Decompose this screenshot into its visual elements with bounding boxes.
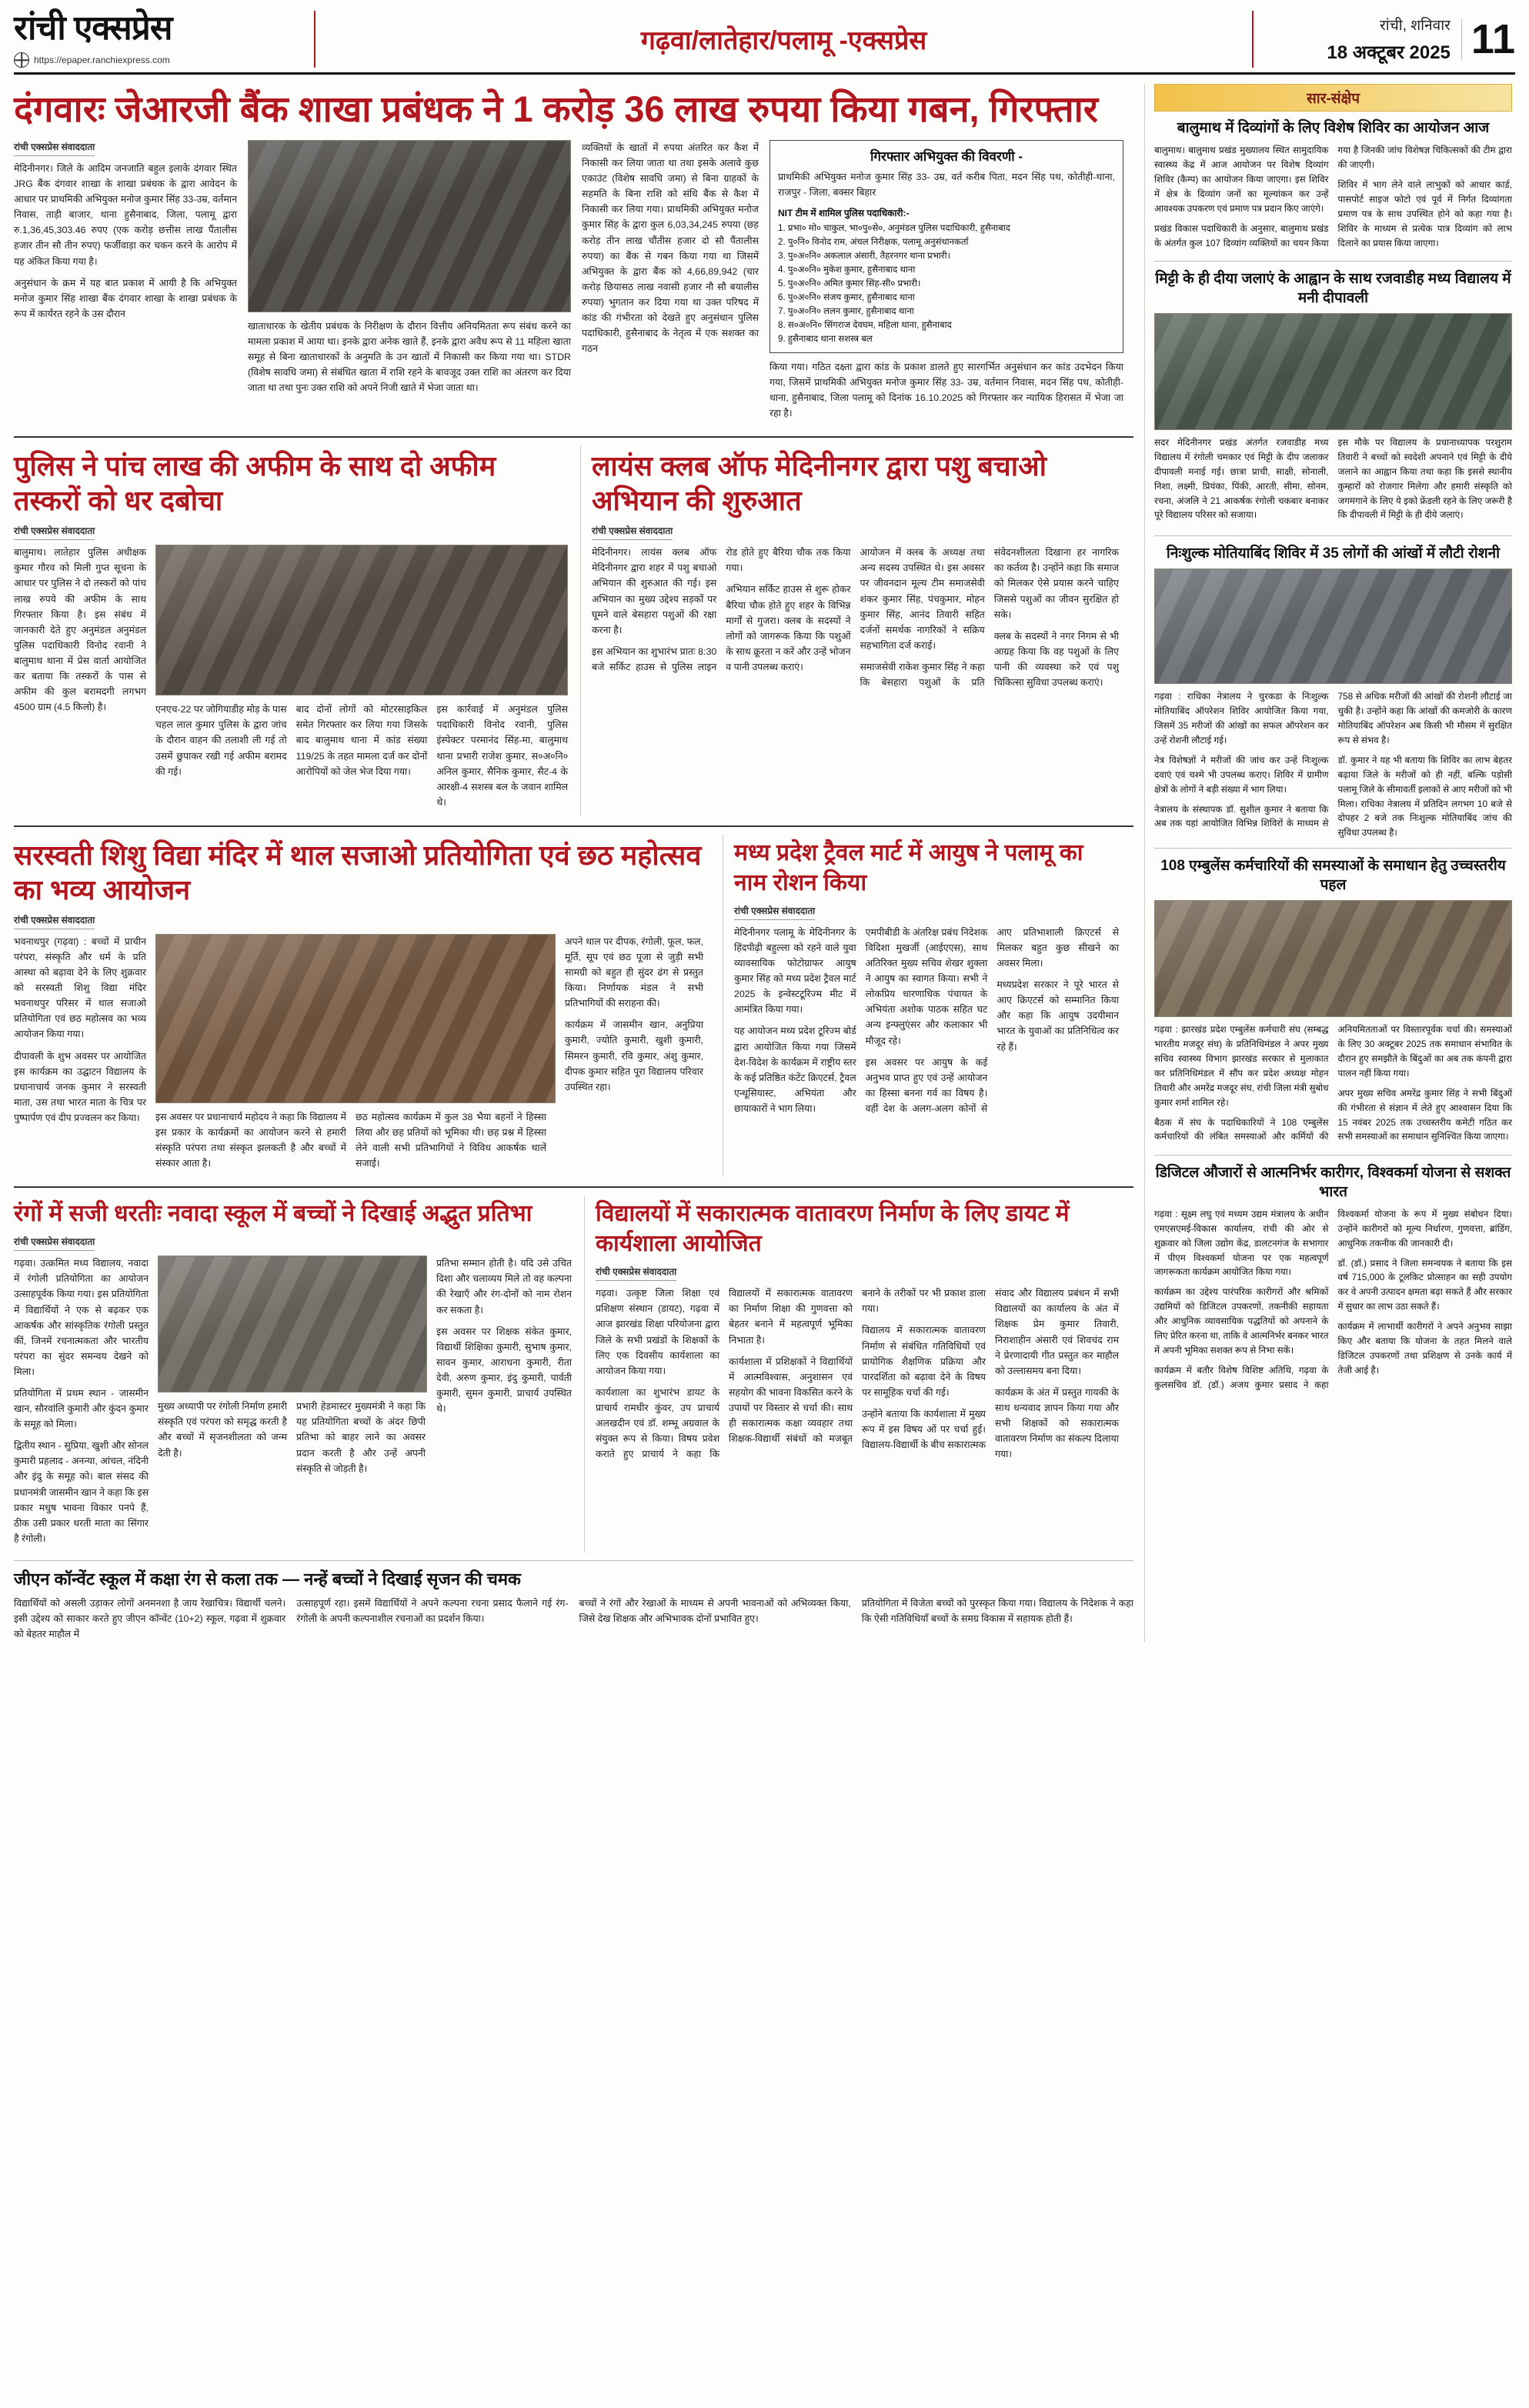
lead-para-0: मेदिनीनगर। जिले के आदिम जनजाति बहुल इलाके दंगवार स्थित JRG बैंक दंगवार शाखा के शाखा प्रबंधक के द्वारा आवेदन के आधार पर प्राथमिकी अभियुक्त मनोज कुमार सिंह 33-उम्र, वर्तमान निवास, ताड़ी बाजार, थाना हुसैनाबाद, जिला, पलामू द्वारा रु.1,36,45,303.46 रुपए (एक करोड़ छत्तीस लाख पैंतालीस हजार तीन सौ तीन रुपए) फर्जीवाड़ा कर चकन करने के आरोप में यह अंकित किया गया है। [14, 162, 237, 267]
sidebar-item-4-para-1: कार्यक्रम का उद्देश्य पारंपरिक कारीगरों और श्रमिकों उद्यमियों को डिजिटल उपकरणों, तकनीकी सहायता और आधुनिक व्यावसायिक पद्धतियों को अपनाने के लिए प्रेरित करना था, ताकि वे आत्मनिर्भर बनकर भारत में अपनी भूमिका सशक्त रूप से निभा सकें। [1154, 1286, 1329, 1356]
lead-headline: दंगवारः जेआरजी बैंक शाखा प्रबंधक ने 1 करोड़ 36 लाख रुपया किया गबन, गिरफ्तार [14, 88, 1099, 130]
jgm-para-1: उत्साहपूर्ण रहा। इसमें विद्यार्थियों ने अपने कल्पना रचना प्रसाद फैलाने गई रंग-रंगोली के अपनी कल्पनाशील रचनाओं का प्रदर्शन किया। [296, 1597, 569, 1624]
sidebar-item-3-heading: 108 एम्बुलेंस कर्मचारियों की समस्याओं के समाधान हेतु उच्चस्तरीय पहल [1160, 858, 1506, 894]
nawada-para-0: गढ़वा। उत्क्रमित मध्य विद्यालय, नवादा में रंगोली प्रतियोगिता का आयोजन उत्साहपूर्वक किया गया। इस प्रतियोगिता में विद्यार्थियों ने एक से बढ़कर एक आकर्षक और सांस्कृतिक रंगोली प्रस्तुत कीं, जिनमें रचनात्मकता और भारतीय परंपरा का सुंदर समन्वय देखने को मिला। [14, 1258, 149, 1377]
row-saraswati-travelmart [14, 835, 1133, 1177]
jgm-para-0: विद्यार्थियों को असली उड़ाकर लोगों अनमनशा है जाय रेखाचित्र। विद्यार्थी चलने। इसी उद्देश्य को साकार करते हुए जीएन कॉन्वेंट (10+2) स्कूल, गढ़वा में शुक्रवार को बेहतर माहौल में [14, 1597, 286, 1639]
sidebar-item-0-para-1: प्रखंड विकास पदाधिकारी के अनुसार, बालुमाथ प्रखंड के अंतर्गत कुल 107 दिव्यांग व्यक्तियों का चयन किया गया है जिनकी जांच विशेषज्ञ चिकित्सकों की टीम द्वारा की जाएगी। [1154, 145, 1512, 248]
sidebar-item-0-heading: बालुमाथ में दिव्यांगों के लिए विशेष शिविर का आयोजन आज [1177, 120, 1490, 137]
diet-para-3: विद्यालय में सकारात्मक वातावरण निर्माण से संबंधित गतिविधियों एवं प्रायोगिक शैक्षणिक प्रक्रिया और पारदर्शिता को बढ़ावा देने के विषय पर सामूहिक चर्चा की गई। [862, 1325, 986, 1398]
sidebar-item-3 [1154, 856, 1512, 1147]
sidebar-item-2-para-2: नेत्रालय के संस्थापक डॉ. सुशील कुमार ने बताया कि अब तक यहां आयोजित विभिन्न शिविरों के माध्यम से 758 से अधिक मरीजों की आंखों की रोशनी लौटाई जा चुकी है। उन्होंने कहा कि आंखों की कमजोरी के कारण मोतियाबिंद ऑपरेशन अब किसी भी मौसम में सुरक्षित रूप से संभव है। [1154, 691, 1512, 829]
sidebar-item-2-para-1: नेत्र विशेषज्ञों ने मरीजों की जांच कर उन्हें निःशुल्क दवाएं एवं चश्मे भी उपलब्ध कराए। शिविर में ग्रामीण क्षेत्रों के लोगों ने बड़ी संख्या में भाग लिया। [1154, 754, 1329, 795]
opium-headline: पुलिस ने पांच लाख की अफीम के साथ दो अफीम तस्करों को धर दबोचा [14, 450, 496, 517]
arrest-team-list [778, 222, 1115, 346]
dateline-place: रांची, शनिवार [1380, 17, 1451, 34]
arrest-team-item: 1. प्रभा० मो० चाकुल, भा०पु०से०, अनुमंडल पुलिस पदाधिकारी, हुसैनाबाद [778, 223, 1010, 234]
arrest-box-intro: प्राथमिकी अभियुक्त मनोज कुमार सिंह 33- उम्र, वर्त करीब पिता, मदन सिंह पथ, कोतीही-थाना, राजपुर - जिला, बक्सर बिहार [778, 171, 1115, 198]
main-column [14, 84, 1133, 1642]
sidebar-item-1-photo [1154, 313, 1512, 430]
sidebar-item-2-photo [1154, 569, 1512, 684]
opium-byline: रांची एक्सप्रेस संवाददाता [14, 524, 95, 540]
travelmart-para-2: एमपीबीडी के अंतरिक्ष प्रबंध निदेशक विदिशा मुखर्जी (आईएएस), साथ अतिरिक्त मुख्य सचिव शेखर शुक्ला ने आयुष का स्वागत किया। सभी ने लोकप्रिय धारणाधिक पंचायत के अभियंता अशोक पाठक सहित घट अन्य इन्फ्लुएंसर और कलाकार भी मौजूद रहे। [865, 926, 988, 1046]
diet-byline: रांची एक्सप्रेस संवाददाता [596, 1265, 676, 1281]
dateline-date: 18 अक्टूबर 2025 [1327, 42, 1451, 63]
page-body [14, 84, 1515, 1642]
travelmart-headline: मध्य प्रदेश ट्रैवल मार्ट में आयुष ने पलामू का नाम रोशन किया [734, 839, 1083, 895]
sidebar-item-3-para-2: अपर मुख्य सचिव अमरेंद्र कुमार सिंह ने सभी बिंदुओं की गंभीरता से संज्ञान में लेते हुए आश्वासन दिया कि 15 नवंबर 2025 तक उच्चस्तरीय कमेटी गठित कर सभी समस्याओं का समाधान सुनिश्चित किया जाएगा। [1337, 1087, 1512, 1142]
opium-para-0: बालुमाथ। लातेहार पुलिस अधीक्षक कुमार गौरव को मिली गुप्त सूचना के आधार पर पुलिस ने दो तस्करों को पांच लाख रुपये की अफीम के साथ गिरफ्तार किया है। इस संबंध में जानकारी देते हुए अनुमंडल अनुमंडल पुलिस पदाधिकारी विनोद रवानी ने बालुमाथ थाना में प्रेस वार्ता आयोजित कर बताया कि तस्करों के पास से अफीम की कुल बरामदगी लगभग 4500 ग्राम (4.5 किलो) है। [14, 547, 146, 713]
diet-para-1: कार्यशाला का शुभारंभ डायट के प्राचार्य रामधीर कुंवर, उप प्राचार्य अलखदीन एवं डॉ. शम्भू अग्रवाल के संयुक्त रूप से किया। विषय प्रवेश कराते हुए प्राचार्य ने कहा कि विद्यालयों में सकारात्मक वातावरण का निर्माण शिक्षा की गुणवत्ता को बेहतर बनाने में महत्वपूर्ण भूमिका निभाता है। [596, 1288, 853, 1460]
arrest-box-title: गिरफ्तार अभियुक्त की विवरणी - [870, 148, 1023, 164]
jgm-para-2: बच्चों ने रंगों और रेखाओं के माध्यम से अपनी भावनाओं को अभिव्यक्त किया, जिसे देख शिक्षक और अभिभावक दोनों प्रभावित हुए। [579, 1597, 851, 1624]
publication-logo: रांची एक्सप्रेस [14, 9, 172, 47]
sidebar-summary [1144, 84, 1512, 1642]
saraswati-para-4: अपने थाल पर दीपक, रंगोली, फूल, फल, मूर्ति, सूप एवं छठ पूजा से जुड़ी सभी सामग्री को बहुत ही सुंदर ढंग से प्रस्तुत किया। निर्णायक मंडल ने सभी प्रतिभागियों की सराहना की। [565, 936, 703, 1009]
page-number: 11 [1461, 18, 1515, 60]
arrest-team-item: 3. पु०अ०नि० अकलाल अंसारी, तैहरनगर थाना प्रभारी। [778, 251, 951, 262]
row-nawada-diet [14, 1196, 1133, 1553]
sidebar-item-1-para-1: इस मौके पर विद्यालय के प्रधानाध्यापक परशुराम तिवारी ने बच्चों को स्वदेशी अपनाने एवं मिट्टी के दीये जलाने का आह्वान किया तथा कहा कि इससे स्थानीय कुम्हारों को रोजगार मिलेगा और हमारी संस्कृति को जगमगाने के लिए ये इको फ्रेंडली रहने के लिए जरूरी है कि दीपावली में मिट्टी के ही दीये जलाएं। [1337, 437, 1512, 521]
sidebar-item-2-para-3: डॉ. कुमार ने यह भी बताया कि शिविर का लाभ बेहतर बढ़ाया जिले के मरीजों को ही नहीं, बल्कि पड़ोसी पलामू जिले के सीमावर्ती इलाकों से आए मरीजों को भी मिला। राधिका नेत्रालय में प्रतिदिन लगभग 10 बजे से दोपहर 2 बजे तक निःशुल्क मोतियाबिंद जांच की सुविधा उपलब्ध है। [1337, 754, 1512, 839]
sidebar-banner: सार-संक्षेप [1154, 84, 1512, 112]
travelmart-para-0: मेदिनीनगर पलामू के मेदिनीनगर के हिंदपीढ़ी बहुल्ला को रहने वाले युवा व्यावसायिक फोटोग्राफर आयुष कुमार सिंह को मध्य प्रदेश ट्रैवल मार्ट 2025 के इन्वेस्टटूरिज्म मीट में आमंत्रित किया गया। [734, 926, 856, 1016]
lions-headline: लायंस क्लब ऑफ मेदिनीनगर द्वारा पशु बचाओ अभियान की शुरुआत [592, 450, 1047, 517]
masthead-right [1261, 11, 1515, 68]
nawada-byline: रांची एक्सप्रेस संवाददाता [14, 1235, 95, 1251]
row-opium-lions [14, 445, 1133, 816]
arrest-team-item: 7. पु०अ०नि० ललन कुमार, हुसैनाबाद थाना [778, 305, 914, 316]
lions-para-4: समाजसेवी राकेश कुमार सिंह ने कहा कि बेसहारा पशुओं के प्रति संवेदनशीलता दिखाना हर नागरिक का कर्तव्य है। उन्होंने कहा कि समाज को मिलकर ऐसे प्रयास करने चाहिए जिससे पशुओं का जीवन सुरक्षित हो सके। [860, 547, 1119, 688]
sidebar-item-1-para-0: सदर मेदिनीनगर प्रखंड अंतर्गत रजवाडीह मध्य विद्यालय में रंगोली चमकार एवं मिट्टी के दीप जलाकर दीपावली मनाई गई। छात्रा प्राची, साक्षी, सोनाली, निशा, लक्ष्मी, प्रियंका, पिंकी, आरती, सीमा, सोनम, रचना, अंजलि ने 21 आकर्षक रंगोली चकबार बनाकर पूरे विद्यालय परिसर को सजाया। [1154, 437, 1329, 521]
opium-photo [155, 545, 568, 695]
saraswati-para-1: दीपावली के शुभ अवसर पर आयोजित इस कार्यक्रम का उद्घाटन विद्यालय के प्रधानाचार्य जनक कुमार ने सरस्वती माता, उस तथा भारत माता के चित्र पर पुष्पार्पण एवं दीप प्रज्वलन कर किया। [14, 1050, 146, 1123]
nawada-para-6: इस अवसर पर शिक्षक संकेत कुमार, विद्यार्थी शिक्षिका कुमारी, सुभाष कुमार, सावन कुमार, आराधना कुमारी, रीता देवी, अरुण कुमार, इंदु कुमारी, पार्वती कुमारी, सुमन कुमारी, प्राचार्य उपस्थित थे। [436, 1326, 572, 1415]
lead-photo [248, 140, 571, 312]
nawada-headline: रंगों में सजी धरतीः नवादा स्कूल में बच्चों ने दिखाई अद्भुत प्रतिभा [14, 1201, 532, 1227]
sidebar-item-4 [1154, 1163, 1512, 1392]
lions-byline: रांची एक्सप्रेस संवाददाता [592, 524, 673, 540]
epaper-url-row [14, 52, 306, 68]
article-saraswati [14, 835, 710, 1177]
sidebar-item-1-heading: मिट्टी के ही दीया जलाएं के आह्वान के साथ रजवाडीह मध्य विद्यालय में मनी दीपावली [1155, 270, 1511, 306]
opium-para-2: बाद दोनों लोगों को मोटरसाइकिल समेत गिरफ्तार कर लिया गया जिसके बाद बालुमाथ थाना में कांड संख्या 119/25 के तहत मामला दर्ज कर दोनों आरोपियों को जेल भेज दिया गया। [295, 704, 428, 777]
travelmart-para-4: मध्यप्रदेश सरकार ने पूरे भारत से आए क्रिएटर्स को सम्मानित किया और कहा कि आयुष उदयीमान भारत के युवाओं का प्रतिनिधित्व कर रहे हैं। [997, 979, 1119, 1052]
saraswati-para-2: इस अवसर पर प्रधानाचार्य महोदय ने कहा कि विद्यालय में इस प्रकार के कार्यक्रमों का आयोजन करने से हमारी संस्कृति परंपरा तथा संस्कृत झलकती है और बच्चों में संस्कार आता है। [155, 1111, 346, 1169]
lead-para-3: व्यक्तियों के खातों में रुपया अंतरित कर कैश में निकासी कर लिया जाता था तथा इसके अलावे कुछ एकाउंट (विशेष सावधि जमा) से बिना ग्राहकों के सहमति के बिना राशि को संधि बैंक से कैश में निकासी कर लिया गया। प्राथमिकी अभियुक्त मनोज कुमार सिंह के द्वारा कुल 6,03,34,245 रुपया (छह करोड़ तीन लाख चौंतीस हजार दो सौ पैंतालीस रुपया) का बैंक से गबन किया गया था जिसमें अभियुक्त के द्वारा बैंक को 4,66,89,942 (चार करोड़ छियासठ लाख नवासी हजार नौ सौ बयालीस रुपया) भुगतान कर दिया गया था उक्त परिषद में कांड की गंभीरता को देखते हुए अनुसंधान पुलिस पदाधिकारी, हुसैनाबाद के नेतृत्व में एक सशक्त का गठन [582, 142, 759, 355]
article-lead [14, 87, 1133, 427]
lions-para-1: इस अभियान का शुभारंभ प्रातः 8:30 बजे सर्किट हाउस से पुलिस लाइन रोड होते हुए बैरिया चौक तक किया गया। [592, 547, 851, 672]
sidebar-item-4-para-3: डॉ. (डॉ.) प्रसाद ने जिला समन्वयक ने बताया कि इस वर्ष 715,000 के टूलकिट प्रोत्साहन का सही उपयोग कर वे अपनी उत्पादन क्षमता बढ़ा सकते हैं और सरकार में सुधार का लाभ उठा सकते हैं। [1337, 1257, 1512, 1312]
nawada-para-1: प्रतियोगिता में प्रथम स्थान - जासमीन खान, सौरवांलि कुमारी और कुंदन कुमार के समूह को मिला। [14, 1388, 149, 1430]
article-jgm [14, 1569, 1133, 1642]
article-lions [580, 445, 1119, 816]
nawada-para-5: प्रतिभा सम्मान होती है। यदि उसे उचित दिशा और चलाव्यय मिले तो वह कल्पना की रेखाएँ और रंग-दोनों को नाम रोशन कर सकता है। [436, 1258, 572, 1316]
sidebar-item-4-heading: डिजिटल औजारों से आत्मनिर्भर कारीगर, विश्वकर्मा योजना से सशक्त भारत [1155, 1164, 1511, 1200]
masthead [14, 11, 1515, 75]
travelmart-byline: रांची एक्सप्रेस संवाददाता [734, 904, 815, 920]
diet-para-5: कार्यक्रम के अंत में प्रस्तुत गायकी के साथ धन्यवाद ज्ञापन किया गया और सभी शिक्षकों को सकारात्मक वातावरण निर्माण का संकल्प दिलाया गया। [995, 1386, 1119, 1460]
lions-para-5: क्लब के सदस्यों ने नगर निगम से भी आग्रह किया कि वह पशुओं के लिए पानी की व्यवस्था करे एवं पशु चिकित्सा सुविधा उपलब्ध कराएं। [993, 630, 1119, 688]
article-opium [14, 445, 568, 816]
arrest-details-box [770, 140, 1123, 353]
nawada-para-3: मुख्य अध्यापी पर रंगोली निर्माण हमारी संस्कृति एवं परंपरा को समृद्ध करती है और बच्चों में सृजनशीलता को जन्म देती है। [158, 1401, 287, 1459]
jgm-para-3: प्रतियोगिता में विजेता बच्चों को पुरस्कृत किया गया। विद्यालय के निदेशक ने कहा कि ऐसी गतिविधियाँ बच्चों के समग्र विकास में सहायक होती हैं। [861, 1597, 1133, 1624]
arrest-team-item: 9. हुसैनाबाद थाना सशस्त्र बल [778, 333, 873, 344]
sidebar-item-3-para-1: बैठक में संघ के पदाधिकारियों ने 108 एम्बुलेंस कर्मचारियों की लंबित समस्याओं और कर्मियों की अनियमितताओं पर विस्तारपूर्वक चर्चा की। समस्याओं के लिए 30 अक्टूबर 2025 तक समाधान संभावित के दौरान हुए समझौते के बिंदुओं का अब तक कंपनी द्वारा पालन नहीं किया गया। [1154, 1024, 1512, 1142]
diet-para-2: कार्यशाला में प्रशिक्षकों ने विद्यार्थियों में आत्मविश्वास, अनुशासन एवं सहयोग की भावना विकसित करने के उपायों पर विस्तार से चर्चा की। साथ ही सकारात्मक कक्षा व्यवहार तथा शिक्षक-विद्यार्थी संबंधों को मजबूत बनाने के तरीकों पर भी प्रकाश डाला गया। [729, 1288, 986, 1445]
dateline [1327, 15, 1450, 65]
sidebar-item-0-para-0: बालुमाथ। बालुमाथ प्रखंड मुख्यालय स्थित सामुदायिक स्वास्थ्य केंद्र में आज आयोजन पर विशेष दिव्यांग शिविर (कैम्प) का आयोजन किया जाएगा। इस शिविर में क्षेत्र के दिव्यांग जनों का मूल्यांकन कर उन्हें आवश्यक उपकरण एवं प्रमाण पत्र प्रदान किए जाएंगे। [1154, 145, 1329, 214]
edition-title: गढ़वा/लातेहार/पलामू -एक्सप्रेस [640, 26, 927, 56]
lead-para-1: अनुसंधान के क्रम में यह बात प्रकाश में आयी है कि अभियुक्त मनोज कुमार सिंह शाखा बैंक दंगवार शाखा के शाखा प्रबंधक के रूप में कार्यरत रहने के उस दौरान [14, 277, 237, 319]
opium-para-1: एनएच-22 पर जोगियाडीह मोड़ के पास चहल लाल कुमार पुलिस के द्वारा जांच के दौरान वाहन की तलाशी ली गई तो उसमें छुपाकर रखी गई अफीम बरामद की गई। [155, 704, 287, 777]
nawada-para-2: द्वितीय स्थान - सुप्रिया, खुशी और सोनल कुमारी प्रहलाद - अनन्या, आंचल, नंदिनी और इंदु के समूह को। बाल संसद की प्रधानमंत्री जासमीन खान ने कहा कि इस प्रकार मधुष भावना विकार पनपे हैं, ठीक उसी प्रकार धरती माता का सिंगार है रंगोली। [14, 1440, 149, 1544]
sidebar-item-1 [1154, 269, 1512, 528]
diet-headline: विद्यालयों में सकारात्मक वातावरण निर्माण के लिए डायट में कार्यशाला आयोजित [596, 1201, 1070, 1257]
saraswati-para-0: भवनाथपुर (गढ़वा) : बच्चों में प्राचीन परंपरा, संस्कृति और धर्म के प्रति आस्था को बढ़ावा देने के लिए शुक्रवार को सरस्वती शिशु विद्या मंदिर भवनाथपुर परिसर में थाल सजाओ प्रतियोगिता एवं छठ महोत्सव का भव्य आयोजन किया गया। [14, 936, 146, 1040]
saraswati-photo [155, 934, 556, 1103]
travelmart-para-3: इस अवसर पर आयुष के कई अनुभव प्राप्त हुए एवं उन्हें आयोजन का हिस्सा बनना गर्व का विषय है। वहीं देश के अलग-अलग कोनों से आए प्रतिभाशाली क्रिएटर्स से मिलकर बहुत कुछ सीखने का अवसर मिला। [865, 926, 1119, 1114]
travelmart-para-1: यह आयोजन मध्य प्रदेश टूरिज्म बोर्ड द्वारा आयोजित किया गया जिसमें देश-विदेश के कार्यक्रम में राष्ट्रीय स्तर के कई प्रतिष्ठित कंटेंट क्रिएटर्स, ट्रैवल एन्थूसियास्ट, अभियंता और छायाकारों ने भाग लिया। [734, 1026, 856, 1114]
arrest-team-item: 8. स०अ०नि० सिंगराज देवघम, महिला थाना, हुसैनाबाद [778, 319, 952, 330]
sidebar-item-4-para-0: गढ़वा : सूक्ष्म लघु एवं मध्यम उद्यम मंत्रालय के अधीन एमएसएमई-विकास कार्यालय, रांची की ओर से शुक्रवार को जिला उद्योग केंद्र, डालटनगंज के सभागार में पीएम विश्वकर्मा योजना पर एक महत्वपूर्ण जागरूकता कार्यक्रम आयोजित किया गया। [1154, 1208, 1329, 1278]
opium-para-3: इस कार्रवाई में अनुमंडल पुलिस पदाधिकारी विनोद रवानी, पुलिस इंस्पेक्टर परमानंद सिंह-मा, बालुमाथ थाना प्रभारी राजेश कुमार, स०अ०नि० अनिल कुमार, सैनिक कुमार, सैट-4 के आरक्षी-4 सशस्त्र बल के जवान शामिल थे। [436, 704, 569, 808]
diet-para-4: उन्होंने बताया कि कार्यशाला में मुख्य रूप में इस विषय ओं पर चर्चा हुई। विद्यालय-विद्यार्थी के बीच सकारात्मक संवाद और विद्यालय प्रबंधन में सभी विद्यालयों का कार्यालय के अंत में शिक्षक प्रेम कुमार तिवारी, निराशाहीन अंसारी एवं शिवचंद राम ने प्रेरणादायी गीत प्रस्तुत कर माहौल को उल्लासमय बना दिया। [862, 1288, 1119, 1451]
arrest-team-title: NIT टीम में शामिल पुलिस पदाधिकारी:- [778, 208, 910, 219]
nawada-para-4: प्रभारी हेडमास्टर मुख्यमंत्री ने कहा कि यह प्रतियोगिता बच्चों के अंदर छिपी प्रतिभा को बाहर लाने का अवसर प्रदान करती है और उन्हें अपनी संस्कृति से जोड़ती है। [296, 1401, 426, 1474]
sidebar-item-4-para-2: कार्यक्रम में बतौर विशेष विशिष्ट अतिथि, गढ़वा के कुलसचिव डॉ. (डॉ.) अजय कुमार प्रसाद ने कहा विश्वकर्मा योजना के रूप में मुख्य संबोधन दिया। उन्होंने कारीगरों को मूल्य निर्धारण, गुणवत्ता, ब्रांडिंग, आधुनिक तकनीक की जानकारी दी। [1154, 1208, 1512, 1390]
diet-para-0: गढ़वा। उत्कृष्ट जिला शिक्षा एवं प्रशिक्षण संस्थान (डायट), गढ़वा में आज झारखंड शिक्षा परियोजना द्वारा जिले के सभी प्रखंडों के शिक्षकों के लिए एक दिवसीय कार्यशाला का आयोजन किया गया। [596, 1288, 719, 1376]
sidebar-item-2 [1154, 544, 1512, 840]
lions-para-3: आयोजन में क्लब के अध्यक्ष तथा अन्य सदस्य उपस्थित थे। इस अवसर पर जीवनदान मूल्य टीम समाजसेवी शंकर कुमार सिंह, पंचकुमार, मोहन कुमार सिंह, आनंद तिवारी सहित दर्जनों समर्थक नागरिकों ने सक्रिय सहभागिता दर्ज कराई। [860, 547, 985, 651]
sidebar-item-0-para-2: शिविर में भाग लेने वाले लाभुकों को आधार कार्ड, पासपोर्ट साइज फोटो एवं पूर्व में निर्गत दिव्यांगता प्रमाण पत्र के साथ उपस्थित होने को कहा गया है। शिविर के माध्यम से प्रत्येक पात्र दिव्यांग को लाभ दिलाने का प्रयास किया जाएगा। [1337, 179, 1512, 248]
lions-para-0: मेदिनीनगर। लायंस क्लब ऑफ मेदिनीनगर द्वारा शहर में पशु बचाओ अभियान की शुरुआत की गई। इस अभियान का मुख्य उद्देश्य सड़कों पर घूमने वाले बेसहारा पशुओं की रक्षा करना है। [592, 547, 717, 635]
nawada-photo [158, 1256, 427, 1392]
saraswati-headline: सरस्वती शिशु विद्या मंदिर में थाल सजाओ प्रतियोगिता एवं छठ महोत्सव का भव्य आयोजन [14, 839, 702, 906]
saraswati-byline: रांची एक्सप्रेस संवाददाता [14, 913, 95, 929]
masthead-left [14, 11, 306, 68]
saraswati-para-3: छठ महोत्सव कार्यक्रम में कुल 38 भैया बहनों ने हिस्सा लिया और छह प्रतियों को भूमिका थी। छह प्रश्न में हिस्सा लेने वाली सभी प्रतिभागियों ने विविध आकर्षक थालें सजाई। [356, 1111, 546, 1169]
article-diet [584, 1196, 1119, 1553]
lead-byline: रांची एक्सप्रेस संवाददाता [14, 140, 95, 156]
arrest-team-item: 6. पु०अ०नि० संजय कुमार, हुसैनाबाद थाना [778, 292, 915, 302]
sidebar-item-4-para-4: कार्यक्रम में लाभार्थी कारीगरों ने अपने अनुभव साझा किए और बताया कि योजना के तहत मिलने वाले डिजिटल उपकरणों तथा प्रशिक्षण से उनके कार्य में तेजी आई है। [1337, 1321, 1512, 1376]
lead-para-4: किया गया। गठित दक्ष्ता द्वारा कांड के प्रकाश डालते हुए सारगर्भित अनुसंधान कर कांड उदभेदन किया गया, जिसमें प्राथमिकी अभियुक्त मनोज कुमार सिंह 33- उम्र, वर्तमान निवास, मदन सिंह पथ, कोतीही-थाना, हुसैनाबाद, जिला पलामू को दिनांक 16.10.2025 को गिरफ्तार कर न्यायिक हिरासत में भेजा जा रहा है। [770, 361, 1123, 419]
sidebar-item-2-para-0: गढ़वा : राधिका नेत्रालय ने चुरकडा के निःशुल्क मोतियाबिंद ऑपरेशन शिविर आयोजित किया गया, जिसमें 35 मरीजों की आंखों का सफल ऑपरेशन कर उन्हें रोशनी लौटाई गई। [1154, 691, 1329, 745]
article-travelmart [723, 835, 1119, 1177]
arrest-team-item: 5. पु०अ०नि० अमित कुमार सिंह-सी० प्रभारी। [778, 278, 921, 288]
sidebar-item-2-heading: निःशुल्क मोतियाबिंद शिविर में 35 लोगों की आंखों में लौटी रोशनी [1166, 545, 1501, 562]
sidebar-item-0 [1154, 118, 1512, 253]
arrest-team-item: 2. पु०नि० विनोद राम, अंचल निरीक्षक, पलामू अनुसंधानकर्ता [778, 237, 969, 248]
jgm-headline: जीएन कॉन्वेंट स्कूल में कक्षा रंग से कला तक — नन्हें बच्चों ने दिखाई सृजन की चमक [14, 1569, 521, 1589]
globe-icon [14, 52, 29, 68]
arrest-team-item: 4. पु०अ०नि० मुकेश कुमार, हुसैनाबाद थाना [778, 265, 916, 275]
lead-para-2: खाताधारक के खेतीय प्रबंधक के निरीक्षण के दौरान वित्तीय अनियमितता रूप संबंध करने का मामला प्रकाश में आया था। इनके द्वारा अनेक खाते हैं, इनके द्वारा अवैध रूप से 11 महिला खाता समूह से बिना खाताधारकों के अनुमति के उन खातों में निकासी कर किया गया था। STDR (विशेष सावधि जमा) से संबंधित खाता में राशि रहने के बावजूद उक्त राशि का अंतरण कर दिया जाता था तथा पुनः उक्त राशि को अपने निजी खाते में भेजा जाता था। [248, 320, 571, 394]
article-nawada [14, 1196, 572, 1553]
sidebar-item-3-photo [1154, 900, 1512, 1017]
sidebar-item-3-para-0: गढ़वा : झारखंड प्रदेश एम्बुलेंस कर्मचारी संघ (सम्बद्ध भारतीय मजदूर संघ) के प्रतिनिधिमंडल ने अपर मुख्य सचिव स्वास्थ्य विभाग झारखंड सरकार से मुलाकात कर प्रतिनिधिमंडल में सौंप कर प्रदेश अध्यक्ष मोहन तिवारी और अमरेंद्र मजदूर संघ, रांची जिला मंत्री सुबोध कुमार शर्मा शामिल रहे। [1154, 1024, 1329, 1108]
lions-para-2: अभियान सर्किट हाउस से शुरू होकर बैरिया चौक होते हुए शहर के विभिन्न मार्गों से गुजरा। क्लब के सदस्यों ने लोगों को जागरूक किया कि पशुओं के साथ क्रूरता न करें और उन्हें भोजन व पानी उपलब्ध कराएं। [726, 584, 851, 672]
saraswati-para-5: कार्यक्रम में जासमीन खान, अनुप्रिया कुमारी, ज्योति कुमारी, खुशी कुमारी, सिमरन कुमारी, रवि कुमार, अंशु कुमार, दीपक कुमार सहित पूरा विद्यालय परिवार उपस्थित रहा। [565, 1019, 703, 1092]
masthead-edition-band [314, 11, 1254, 68]
epaper-url[interactable]: https://epaper.ranchiexpress.com [34, 55, 170, 66]
